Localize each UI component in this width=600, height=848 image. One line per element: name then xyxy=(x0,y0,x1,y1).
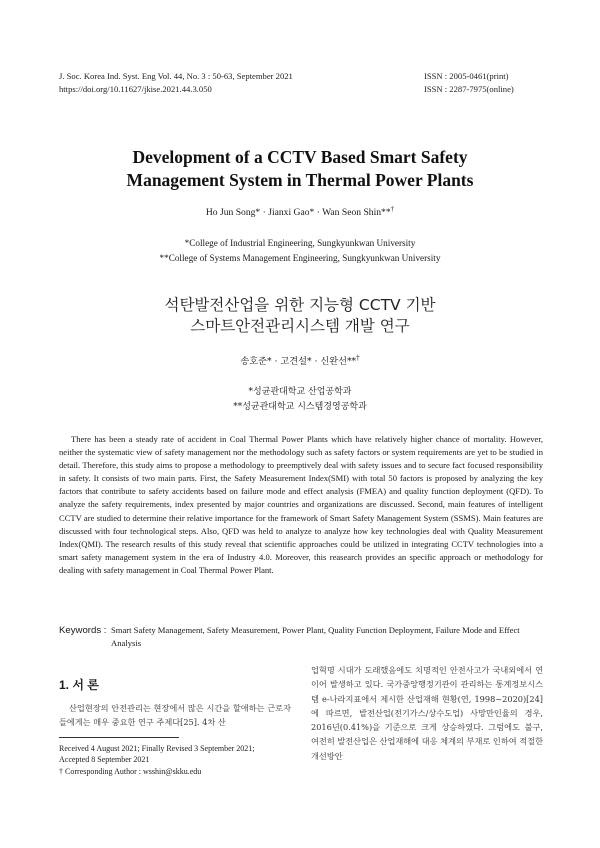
affiliation-2: **College of Systems Management Engineering, Sungkyunkwan University xyxy=(159,253,441,263)
corresponding-author xyxy=(59,766,291,777)
paper-title xyxy=(0,146,600,192)
corresponding-email: Corresponding Author : wsshin@skku.edu xyxy=(63,766,202,776)
issn-online: ISSN : 2287-7975(online) xyxy=(424,84,514,94)
left-column-text: 산업현장의 안전관리는 현장에서 많은 시간을 할애하는 근로자들에게는 매우 중요한 연구 주제다[25]. 4차 산 xyxy=(59,703,291,728)
paper-title-line-2: Management System in Thermal Power Plants xyxy=(126,170,474,190)
korean-author-list xyxy=(0,353,600,367)
right-column-text: 업혁명 시대가 도래했음에도 치명적인 안전사고가 국내외에서 연이어 발생하고 있다. 국가중앙행정기관이 관리하는 통계정보시스템 e-나라지표에서 제시한 산업재해 현황(연, 1998~2020)[24]에 따르면, 발전산업(전기가스/상수도업) 사망만인율의 경우, 2016년(0.41%)을 기준으로 크게 상승하였다. 그럼에도 불구, 여전히 발전산업은 산업재해에 대응 체계의 부재로 인하여 적절한 개선방안 xyxy=(311,665,543,761)
doi-link[interactable]: https://doi.org/10.11627/jkise.2021.44.3.050 xyxy=(59,84,212,94)
author-names: Ho Jun Song* · Jianxi Gao* · Wan Seon Shin** xyxy=(205,207,391,219)
korean-author-names: 송호준* · 고견설* · 신완선** xyxy=(240,356,357,367)
keywords-text: Smart Safety Management, Safety Measurement, Power Plant, Quality Function Deployment, Failure Mode and Effect Analysis xyxy=(111,625,520,648)
received-date: Received 4 August 2021; Finally Revised 3 September 2021; xyxy=(59,744,255,753)
korean-affiliations xyxy=(0,385,600,415)
corresponding-mark: † xyxy=(390,205,395,213)
accepted-date: Accepted 8 September 2021 xyxy=(59,755,150,765)
keywords xyxy=(59,624,543,648)
dagger-mark: † xyxy=(59,766,63,776)
section-heading: 1. 서 론 xyxy=(59,678,99,692)
abstract: There has been a steady rate of accident in Coal Thermal Power Plants which have relatively higher chance of mortality. However, neither the systematic view of safety management nor the methodology such as safety factors or system requirements are yet to be studied in detail. Therefore, this study aims to propose a methodology to preemptively deal with safety issues and to secure fact focused responsibility in safety. It consists of two main parts. First, the Safety Measurement Index(SMI) with total 50 factors is proposed by analyzing the key factors that contribute to safety accidents based on failure mode and effect analysis (FMEA) and quality function deployment (QFD). To analyze the safety requirements, index presented by major countries and organizations are discussed. Second, main features of intelligent CCTV are studied to determine their relative importance for the framework of Smart Safety Management System (SSMS). Main features are discussed with four technological steps. Also, QFD was held to analyze to analyze how key technologies deal with Quality Measurement Index(QMI). The research results of this study reveal that scientific approaches could be utilized in integrating CCTV technologies into a smart safety management system in the era of Industry 4.0. Moreover, this reasearch provides an specific approach or methodology for dealing with safety management in Coal Thermal Power Plant. xyxy=(59,434,543,575)
korean-affiliation-1: *성균관대학교 산업공학과 xyxy=(248,387,352,397)
footnote-divider xyxy=(59,737,179,738)
korean-title-line-2: 스마트안전관리시스템 개발 연구 xyxy=(190,317,410,335)
author-list xyxy=(0,205,600,218)
korean-affiliation-2: **성균관대학교 시스템경영공학과 xyxy=(233,402,367,412)
journal-citation: J. Soc. Korea Ind. Syst. Eng Vol. 44, No. 3 : 50-63, September 2021 xyxy=(59,71,293,81)
paper-title-line-1: Development of a CCTV Based Smart Safety xyxy=(132,147,468,167)
affiliations xyxy=(0,236,600,266)
korean-corresponding-mark: † xyxy=(356,353,360,362)
korean-title-line-1: 석탄발전산업을 위한 지능형 CCTV 기반 xyxy=(164,296,436,314)
footnotes xyxy=(59,743,291,777)
korean-title xyxy=(0,295,600,337)
affiliation-1: *College of Industrial Engineering, Sungkyunkwan University xyxy=(184,238,416,248)
issn-print: ISSN : 2005-0461(print) xyxy=(424,71,509,81)
keywords-label: Keywords : xyxy=(59,625,107,636)
